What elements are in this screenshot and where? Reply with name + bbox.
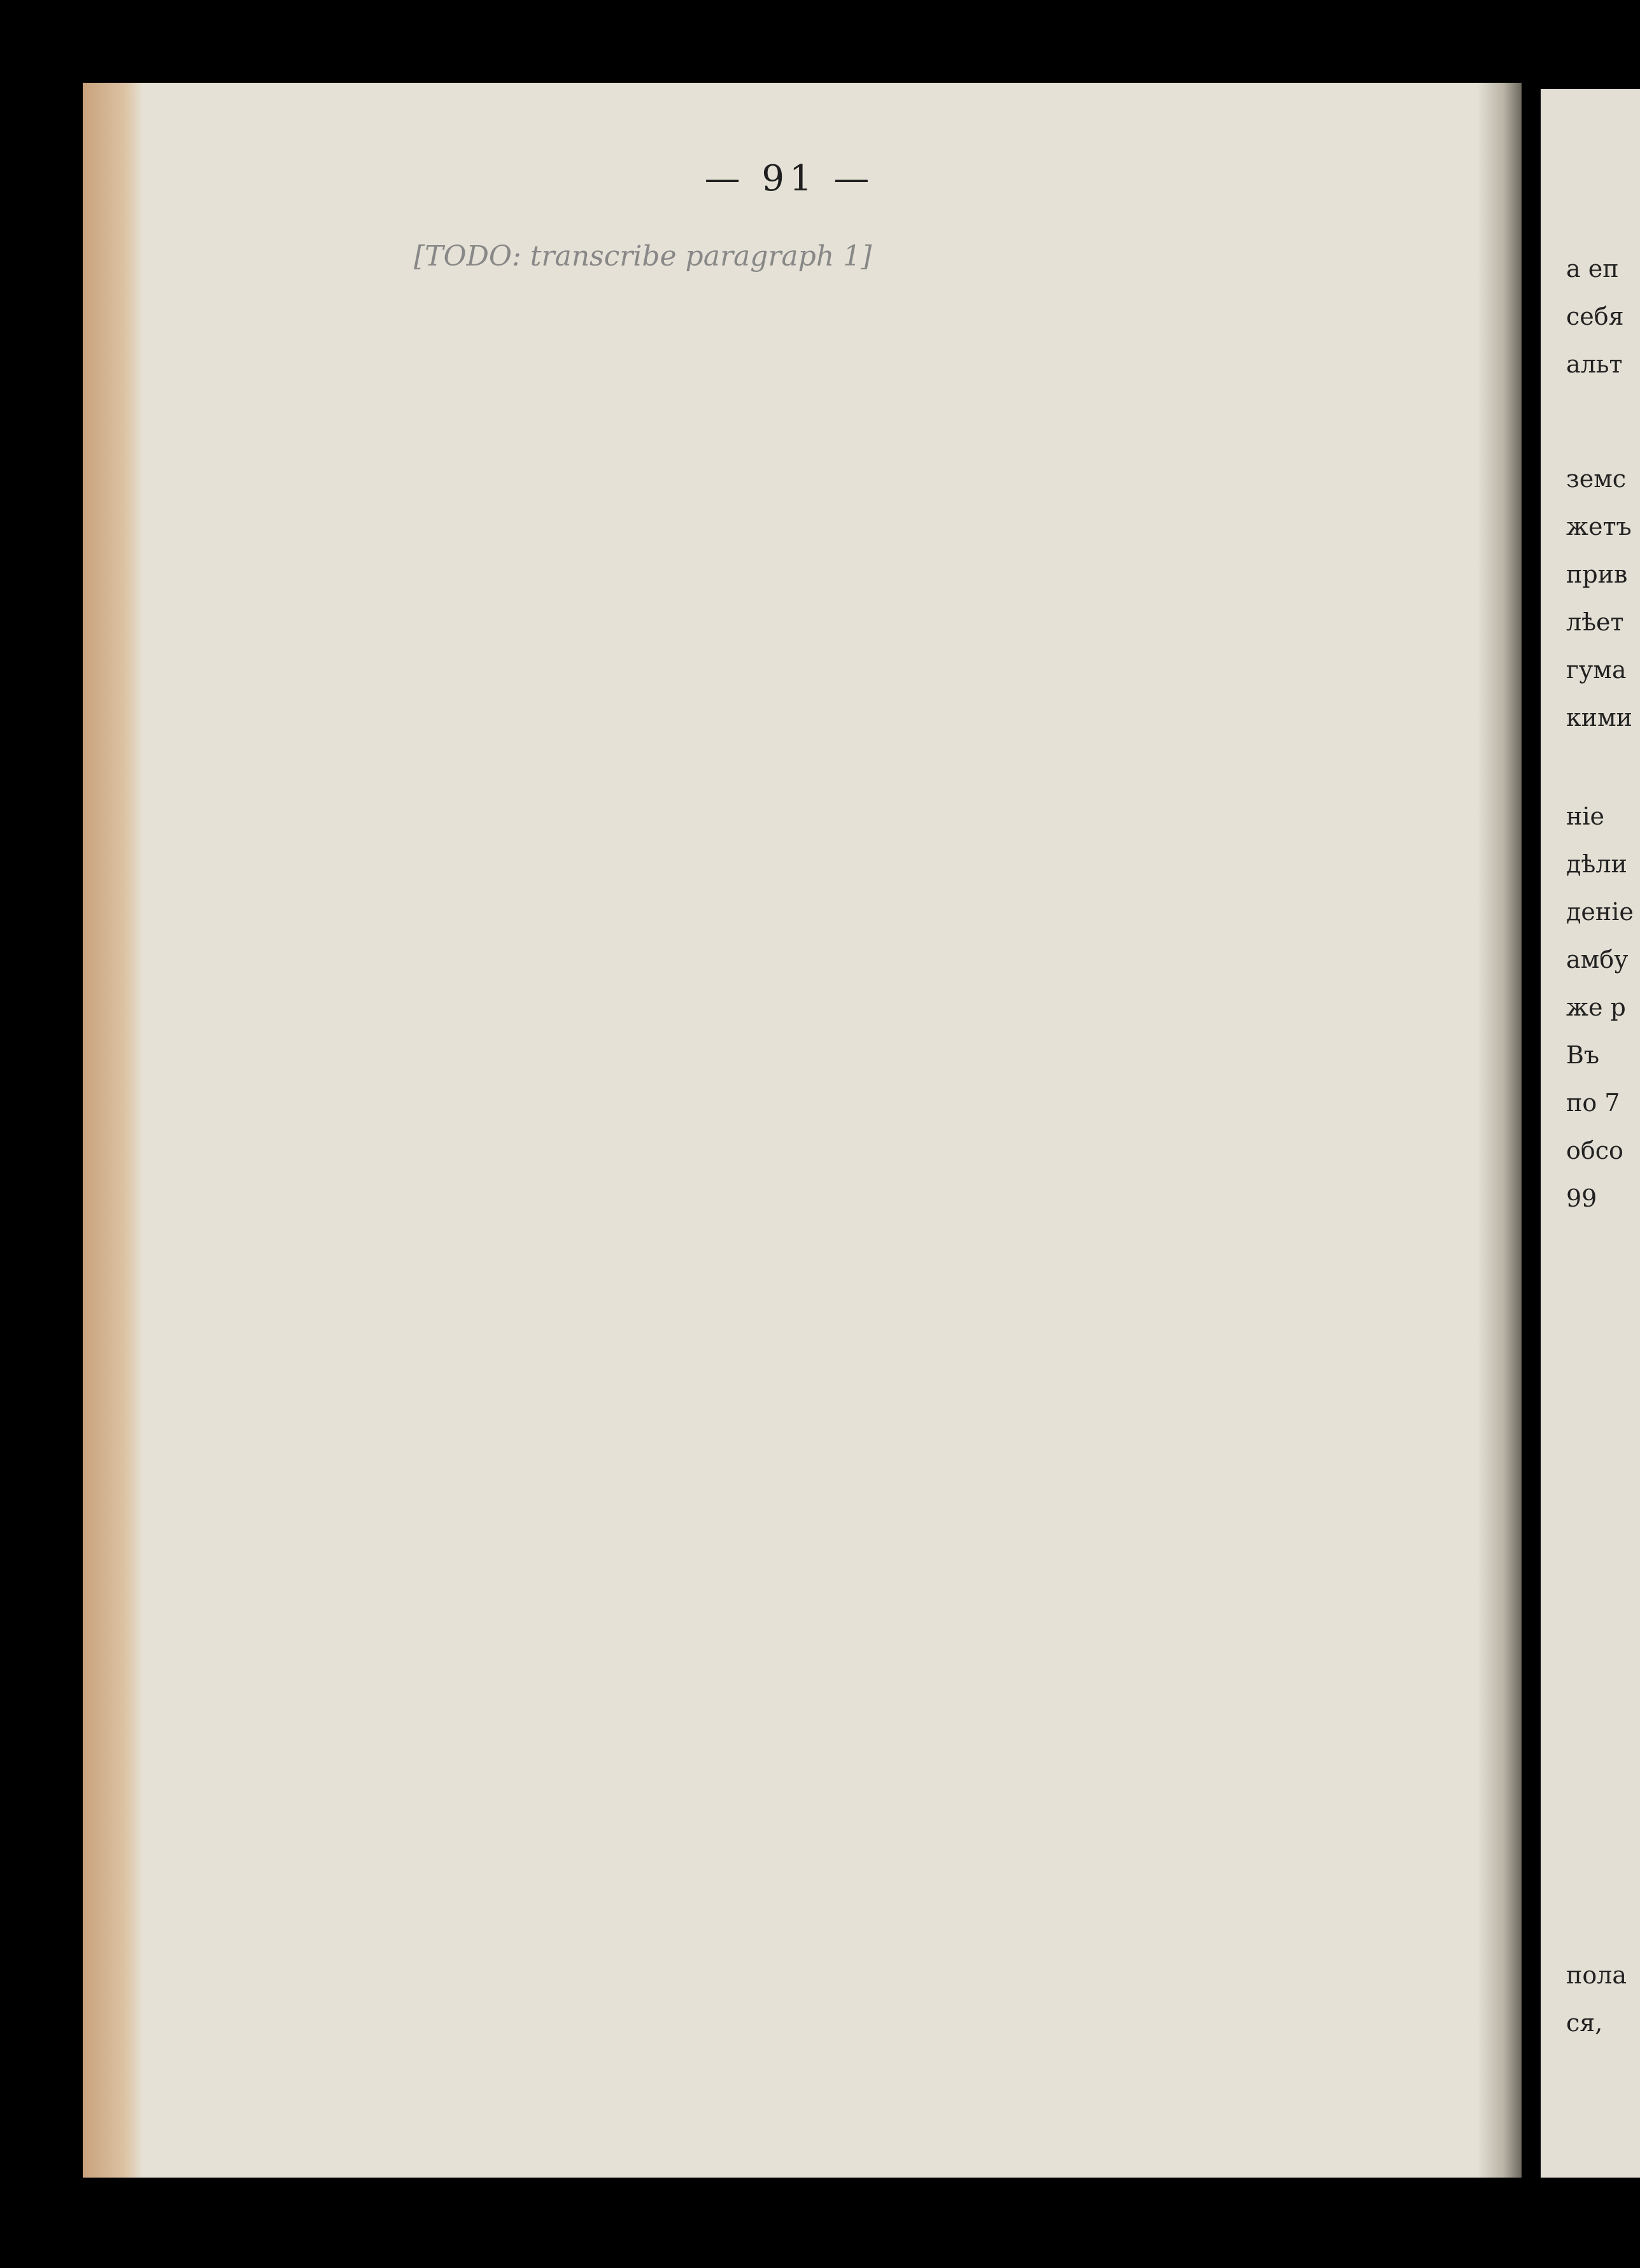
right-fragment-4: земс — [1566, 465, 1627, 493]
page-number: — 91 — — [704, 158, 875, 199]
right-fragment-20: ся, — [1566, 2009, 1603, 2037]
book-spine — [83, 83, 143, 2178]
page-gutter — [1477, 83, 1522, 2178]
right-page-edge — [1541, 89, 1640, 2178]
right-fragment-13: амбу — [1566, 946, 1629, 974]
right-fragment-15: Въ — [1566, 1041, 1600, 1069]
right-fragment-14: же р — [1566, 993, 1626, 1021]
right-fragment-1: а еп — [1566, 255, 1619, 283]
right-fragment-8: гума — [1566, 656, 1627, 684]
right-fragment-3: альт — [1566, 350, 1623, 378]
right-fragment-17: обсо — [1566, 1137, 1623, 1165]
right-fragment-10: ніе — [1566, 802, 1604, 830]
right-fragment-16: по 7 — [1566, 1089, 1620, 1117]
right-fragment-18: 99 — [1566, 1184, 1597, 1212]
right-fragment-9: кими — [1566, 704, 1632, 732]
right-fragment-12: деніе — [1566, 898, 1634, 926]
right-fragment-6: прив — [1566, 560, 1628, 588]
paragraph-1: [TODO: transcribe paragraph 1] — [414, 240, 872, 273]
right-fragment-7: лѣет — [1566, 608, 1624, 636]
right-fragment-19: пола — [1566, 1961, 1627, 1989]
page-body — [331, 232, 1522, 283]
right-fragment-5: жетъ — [1566, 513, 1632, 541]
right-fragment-11: дѣли — [1566, 850, 1627, 878]
left-page — [83, 83, 1522, 2178]
right-fragment-2: себя — [1566, 302, 1624, 330]
